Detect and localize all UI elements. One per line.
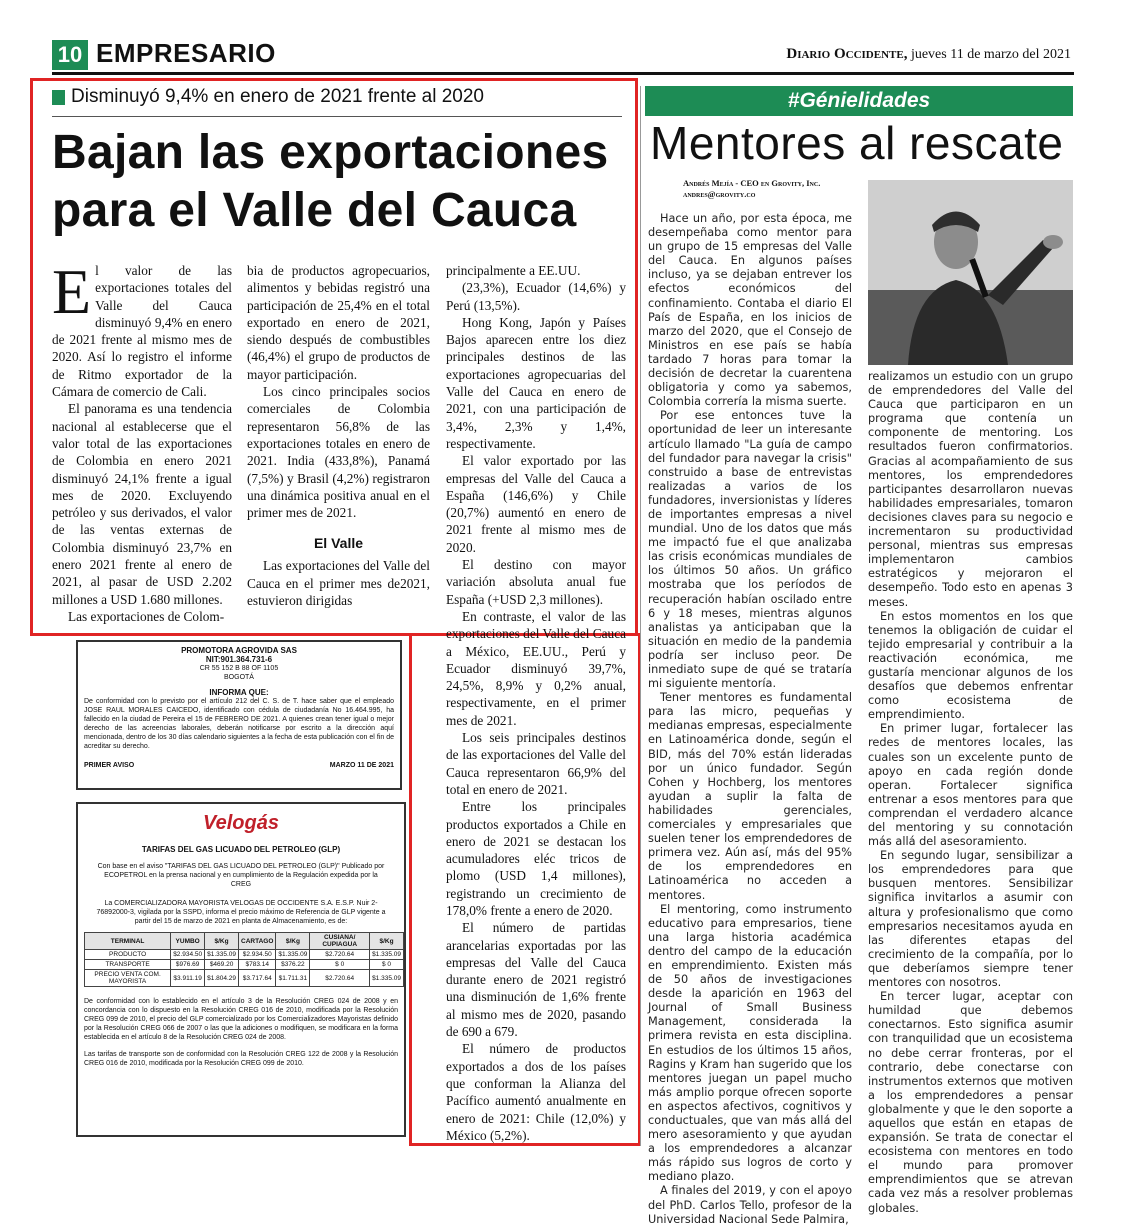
paragraph (52, 256, 232, 400)
table-header: CUSIANA/ CUPIAGUA (310, 933, 370, 950)
paragraph: Los cinco principales socios comerciales de Colombia representaron 56,8% de las exportaciones totales en enero de 2021. India (433,8%), Panamá (7,5%) y Brasil (4,2%) registraron una dinámica positiva anual en el primer mes de 2021. (247, 384, 430, 521)
table-cell: $ 0 (310, 960, 370, 970)
paragraph: principalmente a EE.UU. (446, 263, 581, 278)
paragraph: En tercer lugar, aceptar con humildad que debemos conectarnos. Esto significa asumir con tranquilidad que un ecosistema no debe cerrar fronteras, por el contrario, debe conectarse con instrumentos externos que motiven a los emprendedores a pensar globalmente y que le den soporte a aquellos que están en etapas de expansión. Se trata de conectar el ecosistema con mentores en todo el mundo para promover emprendimientos que se atrevan cada vez más a resolver problemas globales. (868, 990, 1073, 1215)
notice-city: BOGOTÁ (224, 674, 254, 681)
kicker-square-icon (52, 90, 65, 105)
table-cell: $ 0 (370, 960, 404, 970)
paragraph: Los seis principales destinos de las exportaciones del Valle del Cauca representaron 66,9% del total en enero de 2021. (446, 730, 626, 797)
paper-name: Diario Occidente, (786, 46, 908, 62)
opinion-byline (683, 178, 820, 200)
notice-nit: NIT:901.364.731-6 (205, 655, 273, 664)
notice-company: PROMOTORA AGROVIDA SAS (181, 646, 297, 655)
table-cell: $1.711.31 (276, 970, 310, 987)
article-column-1 (52, 256, 232, 625)
article-column-3 (446, 262, 626, 1144)
notice-date: MARZO 11 DE 2021 (329, 762, 394, 769)
table-cell: $2.934.50 (171, 950, 205, 960)
table-cell: $1.335.09 (205, 950, 239, 960)
table-header: $/Kg (276, 933, 310, 950)
issue-date: jueves 11 de marzo del 2021 (910, 47, 1071, 62)
paragraph: El número de productos exportados a dos de los países que conforman la Alianza del Pacífico aumentó anualmente en enero de 2021: Chile (12,0%) y México (5,2%). (446, 1041, 626, 1143)
table-cell: $976.69 (171, 960, 205, 970)
table-header: CARTAGO (239, 933, 276, 950)
table-header: YUMBO (171, 933, 205, 950)
page-number: 10 (52, 40, 88, 70)
table-cell: $1.335.09 (370, 970, 404, 987)
paragraph: Entre los principales productos exportados a Chile en enero de 2021 se destacan los acumuladores eléc tricos de plomo (USD 1,4 millones), registrando un crecimiento de 178,0% frente a enero de 2020. (446, 799, 626, 918)
paragraph: El número de partidas arancelarias exportadas por las empresas del Valle del Cauca durante enero de 2021 registró una disminución de 1,6% frente al mismo mes de 2020, pasando de 690 a 679. (446, 920, 626, 1040)
notice-informs: INFORMA QUE: (209, 688, 269, 697)
kicker-text: Disminuyó 9,4% en enero de 2021 frente al 2020 (71, 86, 484, 107)
table-cell: $3.717.64 (239, 970, 276, 987)
table-cell: $3.911.19 (171, 970, 205, 987)
opinion-headline: Mentores al rescate (650, 117, 1064, 169)
header-rule (52, 72, 1074, 75)
paragraph: realizamos un estudio con un grupo de emprendedores del Valle del Cauca que participaron en un programa que contenía un componente de mentoring. Los resultados fueron confirmatorios. Gracias al acompañamiento de sus mentores, los emprendedores participantes desarrollaron nuevas habilidades empresariales, tomaron decisiones claves para su negocio e incrementaron su productividad personal, mientras sus empresas implementaron cambios estratégicos y mejoraron el desempeño. Todo esto en apenas 3 meses. (868, 370, 1073, 609)
paragraph: Las exportaciones del Valle del Cauca en el primer mes de2021, estuvieron dirigidas (247, 558, 430, 609)
table-cell: PRODUCTO (85, 950, 171, 960)
speaker-photo-illustration (868, 180, 1073, 365)
paragraph: (23,3%), Ecuador (14,6%) y Perú (13,5%). (446, 280, 626, 313)
opinion-column-right (868, 370, 1073, 1216)
opinion-column-left (648, 212, 852, 1227)
velogas-logo: Velogás (203, 812, 279, 834)
article-subhead: El Valle (313, 535, 364, 552)
table-cell: $1.804.29 (205, 970, 239, 987)
notice-first: PRIMER AVISO (84, 762, 135, 769)
masthead (786, 46, 1071, 63)
author-email: andres@grovity.co (683, 189, 756, 199)
paragraph: Las exportaciones de Colom- (68, 608, 225, 624)
gas-company-text: La COMERCIALIZADORA MAYORISTA VELOGAS DE OCCIDENTE S.A. E.S.P. Nuir 2-76892000-3, vigilada por la SSPD, informa el precio máximo de Referencia de GLP vigente a partir del 15 de marzo de 2021 en planta de Almacenamiento, es de: (96, 900, 386, 925)
gas-footer-2: Las tarifas de transporte son de conformidad con la Resolución CREG 122 de 2008 y la Resolución CREG 016 de 2010, modificada por la Resolución CREG 099 de 2010. (84, 1051, 398, 1067)
notice-body: De conformidad con lo previsto por el artículo 212 del C. S. de T. hace saber que el empleado JOSE RAUL MORALES CAICEDO, identificado con cédula de ciudadanía No 16.464.995, ha fallecido en la ciudad de Pereira el 15 de FEBRERO DE 2021. A quienes crean tener igual o mejor derecho de las acreencias laborales, deberán notificarse por escrito a la dirección aquí mencionada, dentro de los 30 días calendario siguientes a la fecha de esta publicación con el fin de acreditar su derecho. (84, 698, 394, 750)
paragraph: En segundo lugar, sensibilizar a los emprendedores para que busquen mentores. Sensibilizar significa invitarlos a asumir con altura y profesionalismo que como empresarios necesitamos ayuda en las diferentes etapas del crecimiento de la compañía, por lo que deberíamos siempre tener mentores con nosotros. (868, 849, 1073, 990)
legal-notice-agrovida (76, 640, 402, 790)
table-header: $/Kg (370, 933, 404, 950)
table-cell: $376.22 (276, 960, 310, 970)
article-kicker (52, 86, 484, 108)
gas-footer-1: De conformidad con lo establecido en el artículo 3 de la Resolución CREG 024 de 2008 y en concordancia con lo dispuesto en la Resolución CREG 016 de 2010, modificada por la Resolución CREG 099 de 2010, el precio del GLP comercializado por los Comercializadores Mayoristas definido por la Resolución CREG 066 de 2007 o las que la adiciones o modifiquen, se modificara en la forma establecida en el artículo 8 de la Resolución CREG 024 de 2008. (84, 998, 398, 1041)
table-header-row (85, 933, 404, 950)
paragraph: Por ese entonces tuve la oportunidad de leer un interesante artículo llamado "La guía de campo del fundador para navegar la crisis" construido a base de entrevistas realizadas a varios de los fundadores, inversionistas y líderes de importantes empresas a nivel mundial. Uno de los datos que más me impactó fue el que analizaba las crisis económicas mundiales de los últimos 50 años. Un gráfico mostraba que los períodos de recuperación habían oscilado entre 6 y 18 meses, mientras algunos analistas ya anticipaban que la situación en medio de la pandemia podría ser incluso peor. De inmediato supe de qué se trataría mi siguiente mentoría. (648, 409, 852, 691)
paragraph: El panorama es una tendencia nacional al establecerse que el valor total de las exportaciones de Colombia en enero 2021 disminuyó 24,1% frente a igual mes de 2020. Excluyendo petróleo y sus derivados, el valor de las ventas externas de Colombia disminuyó 23,7% en enero 2021 frente al enero de 2021, al pasar de USD 2.202 millones a USD 1.680 millones. (52, 401, 232, 607)
table-header: $/Kg (205, 933, 239, 950)
paragraph: Hong Kong, Japón y Países Bajos aparecen entre los diez principales destinos de las exportaciones agropecuarias del Valle del Cauca en enero de 2021, con una participación de 3,4%, 2,3% y 1,4%, respectivamente. (446, 314, 626, 451)
paragraph: En estos momentos en los que tenemos la obligación de cuidar el tejido empresarial y contribuir a la reactivación económica, me gustaría mencionar algunos de los desafíos que debemos enfrentar como ecosistema de emprendimiento. (868, 609, 1073, 722)
notice-address: CR 55 152 B 88 OF 1105 (199, 665, 279, 672)
column-divider (640, 86, 641, 1146)
table-cell: $469.20 (205, 960, 239, 970)
paragraph: bia de productos agropecuarios, alimentos y bebidas registró una participación de 25,4% en el total exportado en enero de 2021, siendo después de combustibles (46,4%) el grupo de productos de mayor participación. (247, 263, 430, 382)
paragraph-text: l valor de las exportaciones totales del Valle del Cauca disminuyó 9,4% en enero de 2021 frente al mismo mes de 2020. Así lo registro el informe de Ritmo exportador de la Cámara de comercio de Cali. (52, 263, 232, 400)
paragraph: El mentoring, como instrumento educativo para empresarios, tiene una larga historia académica dentro del campo de la educación en emprendimiento. Existen más de 50 años de investigaciones desde la aparición en 1963 del Journal of Small Business Management, considerada la primera revista en esta disciplina. En estudios de los últimos 15 años, Ragins y Kram han sugerido que los mentores juegan un papel mucho más amplio porque ofrecen soporte en aspectos afectivos, cognitivos y conductuales, que van más allá del mero asesoramiento y que ayudan a los emprendedores a alcanzar más rápido sus logros de corto y mediano plazo. (648, 902, 852, 1184)
paragraph: En primer lugar, fortalecer las redes de mentores locales, las cuales son un excelente punto de apoyo en cada región donde operan. Fortalecer significa entrenar a esos mentores para que comprendan el verdadero alcance del mentoring y su connotación más allá del asesoramiento. (868, 722, 1073, 849)
author-photo (868, 180, 1073, 365)
section-title: EMPRESARIO (96, 38, 276, 68)
article-column-2 (247, 262, 430, 609)
gas-intro: Con base en el aviso "TARIFAS DEL GAS LICUADO DEL PETROLEO (GLP)" Publicado por ECOPETROL en la prensa nacional y en cumplimiento de la Regulación expedida por la CREG (97, 863, 385, 888)
table-cell: PRECIO VENTA COM. MAYORISTA (85, 970, 171, 987)
paragraph: Hace un año, por esta época, me desempeñaba como mentor para un grupo de 15 empresas del Valle del Cauca. En algunos países incluso, ya se dejaban entrever los efectos económicos del confinamiento. Contaba el diario El País de España, en los inicios de marzo del 2020, que el Consejo de Ministros en ese país se había tardado 7 horas para tomar la decisión de decretar la cuarentena obligatoria y como ya sabemos, Colombia correría la misma suerte. (648, 212, 852, 409)
gas-title: TARIFAS DEL GAS LICUADO DEL PETROLEO (GLP) (141, 845, 341, 854)
legal-notice-velogas (76, 802, 406, 1137)
author: Andrés Mejía - CEO en Grovity, Inc. (683, 178, 821, 188)
headline-line-2: para el Valle del Cauca (52, 184, 577, 237)
table-row (85, 970, 404, 987)
table-cell: $1.335.09 (370, 950, 404, 960)
article-headline (52, 124, 632, 240)
gas-price-table (84, 932, 404, 987)
table-cell: $2.720.64 (310, 970, 370, 987)
table-row (85, 950, 404, 960)
table-cell: TRANSPORTE (85, 960, 171, 970)
table-cell: $783.14 (239, 960, 276, 970)
paragraph: A finales del 2019, y con el apoyo del PhD. Carlos Tello, profesor de la Universidad Nacional Sede Palmira, (648, 1184, 852, 1226)
table-cell: $2.720.64 (310, 950, 370, 960)
kicker-rule (52, 116, 622, 117)
opinion-tag: #Génielidades (645, 86, 1073, 116)
paragraph: El valor exportado por las empresas del Valle del Cauca a España (146,6%) y Chile (20,7%) aumentó en enero de 2021 frente al mismo mes de 2020. (446, 453, 626, 555)
paragraph: El destino con mayor variación absoluta anual fue España (+USD 2,3 millones). (446, 557, 626, 607)
headline-line-1: Bajan las exportaciones (52, 126, 609, 179)
table-cell: $1.335.09 (276, 950, 310, 960)
table-cell: $2.934.50 (239, 950, 276, 960)
dropcap: E (52, 256, 92, 327)
table-row (85, 960, 404, 970)
paragraph: En contraste, el valor de las exportaciones del Valle del Cauca a México, EE.UU., Perú y Ecuador disminuyó 39,7%, 24,5%, 8,9% y 0,2% anual, respectivamente, en el primer mes de 2021. (446, 608, 626, 728)
table-header: TERMINAL (85, 933, 171, 950)
paragraph: Tener mentores es fundamental para las micro, pequeñas y medianas empresas, especialmente en Latinoamérica donde, según el BID, más del 70% están lideradas por un único fundador. Según Cohen y Hochberg, los mentores ayudan a suplir la falta de habilidades gerenciales, comerciales y empresariales que suelen tener los emprendedores de primera vez. Aún así, más del 95% de los emprendedores en Latinoamérica no acceden a mentores. (648, 691, 852, 902)
